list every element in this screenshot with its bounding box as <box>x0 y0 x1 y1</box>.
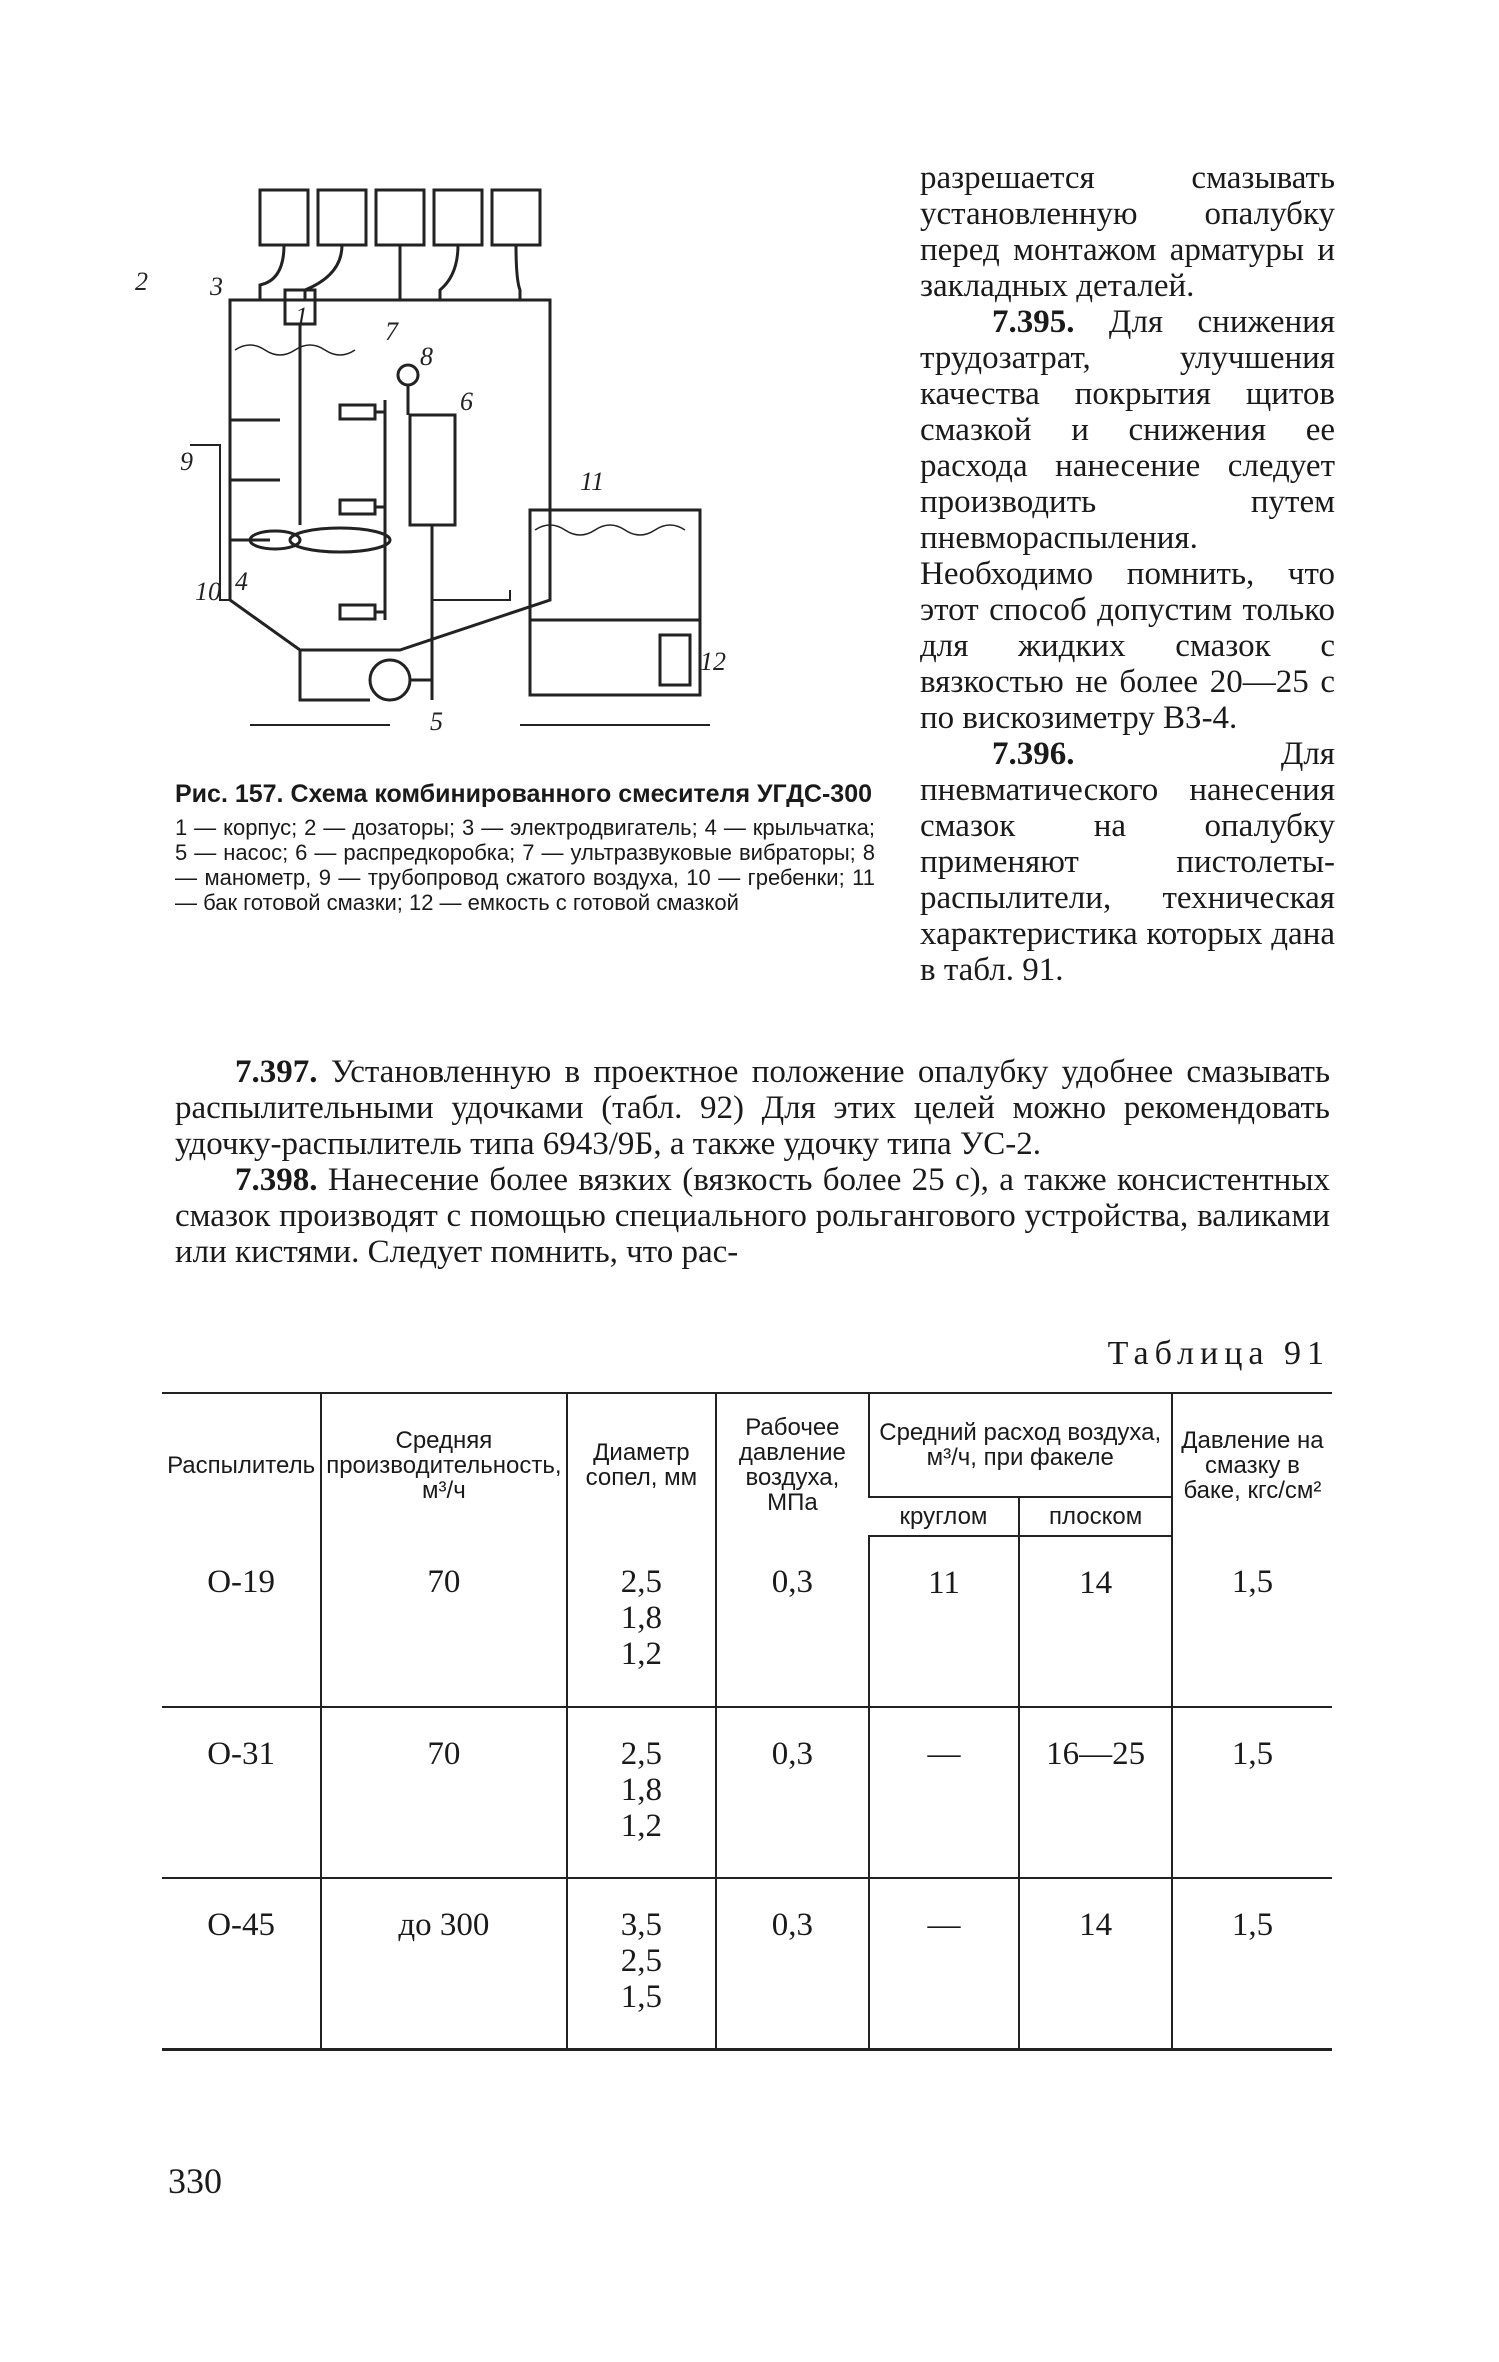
table-title: Таблица 91 <box>1107 1335 1330 1372</box>
nozzle-value: 1,2 <box>620 1808 662 1844</box>
figure-label: 11 <box>580 467 605 496</box>
cell-sprayer: О-19 <box>207 1564 276 1600</box>
figure-label: 12 <box>700 647 726 676</box>
nozzle-value: 2,5 <box>620 1943 662 1979</box>
manometer <box>398 365 418 385</box>
header-flat: плоском <box>1019 1497 1171 1536</box>
paragraph-7-398 <box>175 1162 1330 1270</box>
clause-text: Для снижения трудозатрат, улучшения качества покрытия щитов смазкой и снижения ее расхода нанесение следует производить путем пневмораспыления. Необходимо помнить, что этот способ допустим только для жидких смазок с вязкостью не более 20—25 с по вискозиметру ВЗ-4. <box>920 304 1335 736</box>
table-row <box>162 1536 1332 1707</box>
paragraph-7-395 <box>920 304 1335 736</box>
clause-text: Нанесение более вязких (вязкость более 25 с), а также консистентных смазок производят с помощью специального рольгангового устройства, валиками или кистями. Следует помнить, что рас- <box>175 1162 1330 1270</box>
right-column-text <box>920 160 1335 988</box>
cell-nozzle <box>567 1536 717 1707</box>
impeller <box>290 528 390 552</box>
nozzle-value: 1,2 <box>620 1636 662 1672</box>
dosing-hopper <box>260 190 308 245</box>
clause-number: 7.396. <box>992 736 1075 772</box>
table-91 <box>162 1392 1332 2051</box>
figure-label: 6 <box>460 387 473 416</box>
table-row <box>162 1707 1332 1878</box>
cell-round: 11 <box>869 1536 1020 1707</box>
clause-text: Установленную в проектное положение опалубку удобнее смазывать распылительными удочками (табл. 92) Для этих целей можно рекомендовать удочку-распылитель типа 6943/9Б, а также удочку типа УС-2. <box>175 1054 1330 1162</box>
cell-tank: 1,5 <box>1172 1707 1332 1878</box>
cell-nozzle <box>567 1707 717 1878</box>
nozzle-value: 1,5 <box>620 1979 662 2015</box>
page-number: 330 <box>168 2161 222 2201</box>
cell-sprayer: О-31 <box>207 1736 276 1772</box>
cell-productivity: до 300 <box>321 1878 566 2050</box>
cell-tank: 1,5 <box>1172 1878 1332 2050</box>
clause-number: 7.395. <box>992 304 1075 340</box>
figure-label: 5 <box>430 707 443 736</box>
figure-label: 8 <box>420 342 433 371</box>
cell-productivity: 70 <box>321 1707 566 1878</box>
clause-number: 7.398. <box>235 1162 318 1198</box>
cell-tank: 1,5 <box>1172 1536 1332 1707</box>
cell-pressure: 0,3 <box>716 1707 868 1878</box>
cell-round: — <box>869 1878 1020 2050</box>
mixer-vessel <box>230 300 550 650</box>
header-round: круглом <box>869 1497 1020 1536</box>
caption-legend: 1 — корпус; 2 — дозаторы; 3 — электродвигатель; 4 — крыльчатка; 5 — насос; 6 — распредкоробка; 7 — ультразвуковые вибраторы; 8 — манометр, 9 — трубопровод сжатого воздуха, 10 — гребенки; 11 — бак готовой смазки; 12 — емкость с готовой смазкой <box>175 815 875 915</box>
cell-sprayer: О-45 <box>207 1907 276 1943</box>
figure-label: 10 <box>195 577 221 606</box>
header-sprayer: Распылитель <box>162 1393 321 1536</box>
table-row <box>162 1878 1332 2050</box>
figure-label: 2 <box>135 267 148 296</box>
figure-label: 3 <box>210 272 223 301</box>
paragraph-7-397 <box>175 1054 1330 1162</box>
figure-label: 4 <box>235 567 248 596</box>
header-tank-pressure: Давление на смазку в баке, кгс/см² <box>1172 1393 1332 1536</box>
header-pressure: Рабочее давление воздуха, МПа <box>716 1393 868 1536</box>
cell-pressure: 0,3 <box>716 1878 868 2050</box>
cell-nozzle <box>567 1878 717 2050</box>
header-air-consumption: Средний расход воздуха, м³/ч, при факеле <box>869 1393 1172 1497</box>
cell-flat: 16—25 <box>1019 1707 1171 1878</box>
lubricant-container <box>660 635 690 685</box>
header-nozzle: Диаметр сопел, мм <box>567 1393 717 1536</box>
nozzle-value: 2,5 <box>620 1564 662 1600</box>
figure-label: 7 <box>385 317 398 346</box>
mixer-schematic-figure <box>135 180 890 736</box>
caption-title: Рис. 157. Схема комбинированного смесителя УГДС-300 <box>175 780 872 808</box>
full-width-text <box>175 1054 1330 1270</box>
cell-round: — <box>869 1707 1020 1878</box>
nozzle-value: 1,8 <box>620 1772 662 1808</box>
dosing-hopper <box>492 190 540 245</box>
cell-flat: 14 <box>1019 1878 1171 2050</box>
figure-label: 1 <box>295 302 308 331</box>
paragraph-continuation: разрешается смазывать установленную опалубку перед монтажом арматуры и закладных деталей. <box>920 160 1335 304</box>
pump <box>370 660 410 700</box>
dosing-hopper <box>318 190 366 245</box>
distribution-box <box>410 415 455 525</box>
paragraph-7-396 <box>920 736 1335 988</box>
ready-lubricant-tank <box>530 510 700 695</box>
figure-label: 9 <box>180 447 193 476</box>
cell-productivity: 70 <box>321 1536 566 1707</box>
cell-flat: 14 <box>1019 1536 1171 1707</box>
dosing-hopper <box>434 190 482 245</box>
cell-pressure: 0,3 <box>716 1536 868 1707</box>
nozzle-value: 3,5 <box>620 1907 662 1943</box>
clause-text: Для пневматического нанесения смазок на опалубку применяют пистолеты-распылители, техническая характеристика которых дана в табл. 91. <box>920 736 1335 988</box>
figure-caption <box>175 780 875 915</box>
clause-number: 7.397. <box>235 1054 318 1090</box>
header-productivity: Средняя производительность, м³/ч <box>321 1393 566 1536</box>
sprayer-spec-table <box>162 1392 1332 2051</box>
nozzle-value: 2,5 <box>620 1736 662 1772</box>
dosing-hopper <box>376 190 424 245</box>
nozzle-value: 1,8 <box>620 1600 662 1636</box>
